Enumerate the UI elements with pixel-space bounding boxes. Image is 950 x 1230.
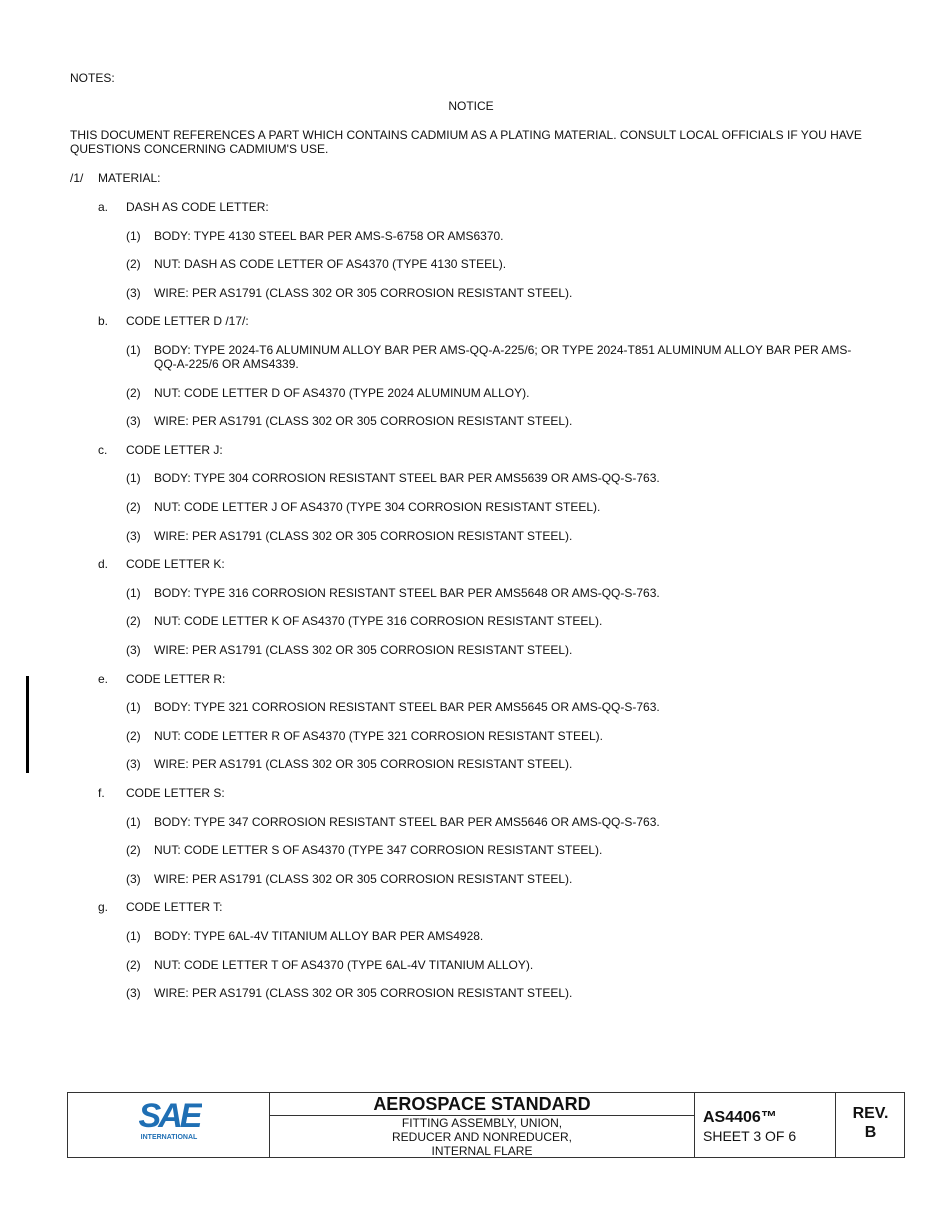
material-marker: /1/: [70, 171, 84, 185]
item-text: BODY: TYPE 304 CORROSION RESISTANT STEEL BAR PER AMS5639 OR AMS-QQ-S-763.: [154, 471, 660, 486]
revision-label: REV.: [852, 1105, 889, 1122]
notice-text: THIS DOCUMENT REFERENCES A PART WHICH CONTAINS CADMIUM AS A PLATING MATERIAL. CONSULT LOCAL OFFICIALS IF YOU HAVE QUESTIONS CONCERNING CADMIUM'S USE.: [70, 128, 862, 156]
section-title: CODE LETTER S:: [126, 786, 225, 800]
item-text: WIRE: PER AS1791 (CLASS 302 OR 305 CORROSION RESISTANT STEEL).: [154, 871, 573, 886]
section-letter: b.: [98, 314, 109, 329]
item-text: WIRE: PER AS1791 (CLASS 302 OR 305 CORROSION RESISTANT STEEL).: [154, 528, 573, 543]
item-number: (1): [126, 343, 141, 357]
item-text: NUT: CODE LETTER D OF AS4370 (TYPE 2024 ALUMINUM ALLOY).: [154, 385, 530, 400]
item-text: BODY: TYPE 321 CORROSION RESISTANT STEEL BAR PER AMS5645 OR AMS-QQ-S-763.: [154, 700, 660, 715]
description-line: INTERNAL FLARE: [431, 1144, 533, 1158]
item-number: (2): [126, 257, 141, 272]
item-text: WIRE: PER AS1791 (CLASS 302 OR 305 CORROSION RESISTANT STEEL).: [154, 986, 573, 1001]
sae-logo: [136, 1099, 202, 1143]
item-text: BODY: TYPE 6AL-4V TITANIUM ALLOY BAR PER AMS4928.: [154, 929, 484, 943]
item-text: WIRE: PER AS1791 (CLASS 302 OR 305 CORROSION RESISTANT STEEL).: [154, 285, 573, 300]
section-title: CODE LETTER R:: [126, 671, 226, 686]
notice-heading: NOTICE: [448, 99, 494, 113]
section-letter: e.: [98, 671, 109, 686]
item-text: BODY: TYPE 4130 STEEL BAR PER AMS-S-6758 OR AMS6370.: [154, 228, 504, 243]
logo-cell: [68, 1093, 270, 1157]
logo-subtext: INTERNATIONAL: [140, 1134, 198, 1141]
description-line: FITTING ASSEMBLY, UNION,: [401, 1116, 563, 1130]
item-number: (1): [126, 585, 141, 600]
item-number: (3): [126, 285, 141, 300]
logo-text: SAE: [138, 1099, 200, 1135]
item-number: (2): [126, 500, 141, 514]
item-number: (1): [126, 700, 141, 715]
section-title: CODE LETTER J:: [126, 442, 223, 457]
item-text: NUT: CODE LETTER J OF AS4370 (TYPE 304 CORROSION RESISTANT STEEL).: [154, 500, 601, 514]
change-bar: [26, 676, 29, 773]
item-number: (3): [126, 643, 141, 657]
item-number: (3): [126, 871, 141, 886]
item-text: BODY: TYPE 316 CORROSION RESISTANT STEEL BAR PER AMS5648 OR AMS-QQ-S-763.: [154, 585, 660, 600]
document-number: AS4406™: [703, 1109, 777, 1126]
item-number: (1): [126, 228, 141, 243]
section-title: CODE LETTER T:: [126, 900, 223, 915]
item-number: (2): [126, 957, 141, 972]
section-letter: g.: [98, 900, 109, 915]
item-text: NUT: CODE LETTER K OF AS4370 (TYPE 316 CORROSION RESISTANT STEEL).: [154, 614, 603, 629]
section-letter: c.: [98, 442, 108, 457]
description-line: REDUCER AND NONREDUCER,: [391, 1130, 573, 1144]
item-text: WIRE: PER AS1791 (CLASS 302 OR 305 CORROSION RESISTANT STEEL).: [154, 643, 573, 657]
section-letter: a.: [98, 200, 109, 214]
revision-cell: [836, 1093, 905, 1157]
section-title: DASH AS CODE LETTER:: [126, 200, 269, 214]
item-text: NUT: DASH AS CODE LETTER OF AS4370 (TYPE 4130 STEEL).: [154, 257, 507, 272]
section-letter: f.: [98, 786, 105, 800]
item-number: (2): [126, 385, 141, 400]
item-number: (3): [126, 414, 141, 429]
revision-value: B: [864, 1124, 877, 1141]
item-number: (3): [126, 528, 141, 543]
sheet-number: SHEET 3 OF 6: [703, 1128, 797, 1144]
item-text: BODY: TYPE 347 CORROSION RESISTANT STEEL BAR PER AMS5646 OR AMS-QQ-S-763.: [154, 814, 660, 829]
item-number: (1): [126, 929, 141, 943]
section-title: CODE LETTER K:: [126, 557, 225, 572]
item-text: NUT: CODE LETTER S OF AS4370 (TYPE 347 CORROSION RESISTANT STEEL).: [154, 843, 603, 858]
section-letter: d.: [98, 557, 109, 572]
item-text: WIRE: PER AS1791 (CLASS 302 OR 305 CORROSION RESISTANT STEEL).: [154, 757, 573, 772]
item-number: (2): [126, 614, 141, 629]
item-number: (1): [126, 471, 141, 486]
item-number: (1): [126, 814, 141, 829]
description: [270, 1116, 694, 1158]
item-number: (2): [126, 843, 141, 858]
title-block: [67, 1092, 905, 1158]
item-text: WIRE: PER AS1791 (CLASS 302 OR 305 CORROSION RESISTANT STEEL).: [154, 414, 573, 429]
item-number: (2): [126, 728, 141, 743]
item-text: NUT: CODE LETTER T OF AS4370 (TYPE 6AL-4V TITANIUM ALLOY).: [154, 957, 534, 972]
standard-type: AEROSPACE STANDARD: [270, 1093, 694, 1116]
document-number-cell: [695, 1093, 836, 1157]
description-cell: [270, 1093, 695, 1157]
item-number: (3): [126, 757, 141, 772]
material-heading: MATERIAL:: [98, 171, 161, 185]
section-title: CODE LETTER D /17/:: [126, 314, 249, 329]
notes-heading: NOTES:: [70, 71, 115, 85]
item-text: BODY: TYPE 2024-T6 ALUMINUM ALLOY BAR PER AMS-QQ-A-225/6; OR TYPE 2024-T851 ALUMINUM ALLOY BAR PER AMS-QQ-A-225/6 OR AMS4339.: [154, 343, 852, 371]
item-text: NUT: CODE LETTER R OF AS4370 (TYPE 321 CORROSION RESISTANT STEEL).: [154, 728, 603, 743]
item-number: (3): [126, 986, 141, 1001]
